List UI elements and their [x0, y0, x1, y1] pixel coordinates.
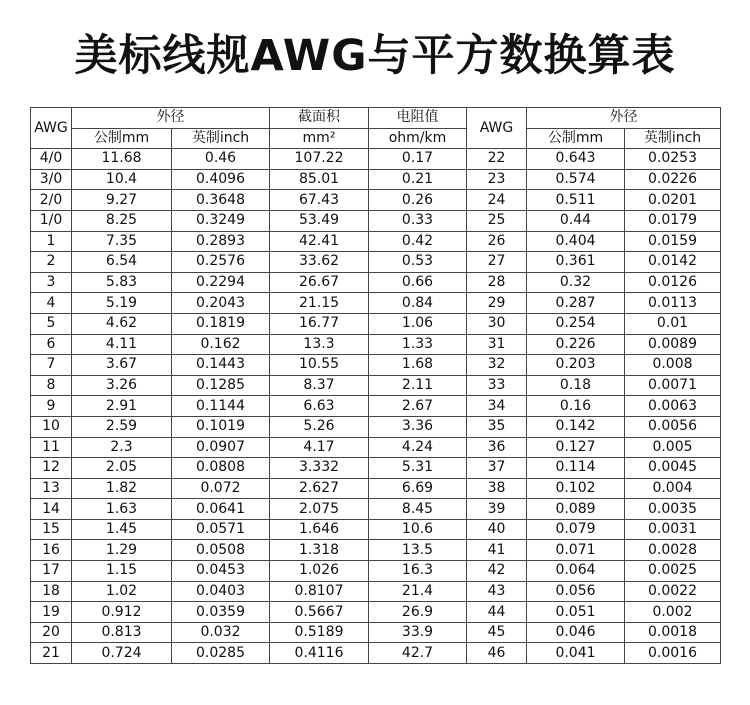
cell-imperial-inch-right: 0.0071 — [625, 375, 721, 396]
cell-awg-right: 35 — [467, 416, 527, 437]
cell-metric-mm: 1.15 — [72, 561, 172, 582]
cell-metric-mm-right: 0.079 — [527, 519, 625, 540]
cell-metric-mm: 2.59 — [72, 416, 172, 437]
cell-imperial-inch: 0.072 — [172, 478, 270, 499]
cell-imperial-inch-right: 0.0201 — [625, 190, 721, 211]
cell-metric-mm: 4.11 — [72, 334, 172, 355]
cell-metric-mm: 2.05 — [72, 458, 172, 479]
cell-metric-mm: 2.3 — [72, 437, 172, 458]
cell-imperial-inch: 0.3249 — [172, 210, 270, 231]
cell-imperial-inch: 0.032 — [172, 622, 270, 643]
cell-imperial-inch: 0.46 — [172, 149, 270, 170]
cell-imperial-inch-right: 0.0025 — [625, 561, 721, 582]
cell-imperial-inch: 0.2294 — [172, 272, 270, 293]
table-body — [31, 149, 721, 664]
cell-imperial-inch: 0.1144 — [172, 396, 270, 417]
table-header — [31, 108, 721, 149]
cell-metric-mm-right: 0.643 — [527, 149, 625, 170]
cell-cross-section: 1.026 — [270, 561, 369, 582]
cell-metric-mm-right: 0.102 — [527, 478, 625, 499]
table-row — [31, 334, 721, 355]
cell-awg-right: 46 — [467, 643, 527, 664]
table-row — [31, 190, 721, 211]
cell-imperial-inch: 0.2576 — [172, 252, 270, 273]
cell-cross-section: 0.5189 — [270, 622, 369, 643]
cell-metric-mm-right: 0.056 — [527, 581, 625, 602]
cell-imperial-inch-right: 0.0031 — [625, 519, 721, 540]
cell-imperial-inch-right: 0.0028 — [625, 540, 721, 561]
cell-cross-section: 0.5667 — [270, 602, 369, 623]
cell-cross-section: 1.318 — [270, 540, 369, 561]
cell-imperial-inch-right: 0.0113 — [625, 293, 721, 314]
cell-awg: 10 — [31, 416, 72, 437]
cell-cross-section: 107.22 — [270, 149, 369, 170]
table-row — [31, 540, 721, 561]
cell-resistance: 0.42 — [369, 231, 467, 252]
cell-awg-right: 44 — [467, 602, 527, 623]
header-imperial-inch-right: 英制inch — [625, 128, 721, 149]
table-row — [31, 252, 721, 273]
cell-metric-mm: 11.68 — [72, 149, 172, 170]
cell-awg: 2/0 — [31, 190, 72, 211]
cell-imperial-inch: 0.1019 — [172, 416, 270, 437]
table-row — [31, 313, 721, 334]
cell-metric-mm: 8.25 — [72, 210, 172, 231]
cell-awg: 21 — [31, 643, 72, 664]
cell-awg-right: 22 — [467, 149, 527, 170]
cell-awg: 16 — [31, 540, 72, 561]
cell-metric-mm-right: 0.142 — [527, 416, 625, 437]
cell-metric-mm-right: 0.071 — [527, 540, 625, 561]
cell-metric-mm-right: 0.203 — [527, 355, 625, 376]
cell-awg-right: 41 — [467, 540, 527, 561]
cell-awg-right: 26 — [467, 231, 527, 252]
table-row — [31, 169, 721, 190]
cell-imperial-inch: 0.4096 — [172, 169, 270, 190]
cell-metric-mm-right: 0.114 — [527, 458, 625, 479]
cell-resistance: 10.6 — [369, 519, 467, 540]
cell-metric-mm: 9.27 — [72, 190, 172, 211]
cell-awg: 7 — [31, 355, 72, 376]
cell-metric-mm-right: 0.361 — [527, 252, 625, 273]
cell-imperial-inch-right: 0.0179 — [625, 210, 721, 231]
table-row — [31, 458, 721, 479]
cell-metric-mm: 0.813 — [72, 622, 172, 643]
cell-awg-right: 28 — [467, 272, 527, 293]
cell-awg: 3/0 — [31, 169, 72, 190]
cell-imperial-inch: 0.0508 — [172, 540, 270, 561]
table-row — [31, 231, 721, 252]
header-resistance-unit: ohm/km — [369, 128, 467, 149]
cell-imperial-inch-right: 0.005 — [625, 437, 721, 458]
cell-resistance: 0.33 — [369, 210, 467, 231]
cell-awg-right: 39 — [467, 499, 527, 520]
cell-metric-mm: 10.4 — [72, 169, 172, 190]
cell-awg-right: 36 — [467, 437, 527, 458]
cell-imperial-inch: 0.3648 — [172, 190, 270, 211]
cell-cross-section: 42.41 — [270, 231, 369, 252]
cell-metric-mm: 4.62 — [72, 313, 172, 334]
cell-imperial-inch-right: 0.0226 — [625, 169, 721, 190]
cell-imperial-inch: 0.0641 — [172, 499, 270, 520]
cell-cross-section: 5.26 — [270, 416, 369, 437]
cell-metric-mm: 0.724 — [72, 643, 172, 664]
cell-metric-mm-right: 0.046 — [527, 622, 625, 643]
cell-resistance: 33.9 — [369, 622, 467, 643]
cell-awg: 14 — [31, 499, 72, 520]
cell-awg: 1/0 — [31, 210, 72, 231]
cell-awg-right: 33 — [467, 375, 527, 396]
cell-cross-section: 85.01 — [270, 169, 369, 190]
cell-awg: 8 — [31, 375, 72, 396]
cell-metric-mm: 7.35 — [72, 231, 172, 252]
table-row — [31, 149, 721, 170]
cell-cross-section: 2.075 — [270, 499, 369, 520]
header-awg: AWG — [31, 108, 72, 149]
cell-cross-section: 0.8107 — [270, 581, 369, 602]
cell-resistance: 1.06 — [369, 313, 467, 334]
cell-imperial-inch: 0.0285 — [172, 643, 270, 664]
cell-awg: 2 — [31, 252, 72, 273]
cell-imperial-inch-right: 0.0056 — [625, 416, 721, 437]
cell-metric-mm-right: 0.254 — [527, 313, 625, 334]
cell-metric-mm-right: 0.287 — [527, 293, 625, 314]
page-title: 美标线规AWG与平方数换算表 — [74, 31, 676, 81]
cell-cross-section: 67.43 — [270, 190, 369, 211]
table-row — [31, 602, 721, 623]
cell-imperial-inch-right: 0.002 — [625, 602, 721, 623]
cell-metric-mm: 5.19 — [72, 293, 172, 314]
cell-awg: 4/0 — [31, 149, 72, 170]
table-row — [31, 396, 721, 417]
cell-metric-mm: 1.29 — [72, 540, 172, 561]
cell-metric-mm: 3.67 — [72, 355, 172, 376]
header-metric-mm: 公制mm — [72, 128, 172, 149]
cell-resistance: 3.36 — [369, 416, 467, 437]
cell-cross-section: 4.17 — [270, 437, 369, 458]
cell-imperial-inch: 0.1443 — [172, 355, 270, 376]
cell-awg-right: 37 — [467, 458, 527, 479]
cell-awg-right: 29 — [467, 293, 527, 314]
cell-resistance: 0.21 — [369, 169, 467, 190]
table-row — [31, 272, 721, 293]
cell-cross-section: 3.332 — [270, 458, 369, 479]
cell-awg: 13 — [31, 478, 72, 499]
cell-resistance: 42.7 — [369, 643, 467, 664]
table-row — [31, 355, 721, 376]
cell-imperial-inch: 0.1819 — [172, 313, 270, 334]
cell-imperial-inch-right: 0.0142 — [625, 252, 721, 273]
cell-imperial-inch-right: 0.0089 — [625, 334, 721, 355]
cell-cross-section: 26.67 — [270, 272, 369, 293]
cell-awg-right: 31 — [467, 334, 527, 355]
cell-imperial-inch: 0.0907 — [172, 437, 270, 458]
table-row — [31, 416, 721, 437]
cell-metric-mm-right: 0.041 — [527, 643, 625, 664]
header-resistance: 电阻值 — [369, 108, 467, 129]
table-row — [31, 210, 721, 231]
cell-awg-right: 30 — [467, 313, 527, 334]
cell-metric-mm: 5.83 — [72, 272, 172, 293]
cell-resistance: 0.17 — [369, 149, 467, 170]
cell-imperial-inch-right: 0.0063 — [625, 396, 721, 417]
cell-metric-mm: 1.82 — [72, 478, 172, 499]
cell-awg: 4 — [31, 293, 72, 314]
cell-resistance: 6.69 — [369, 478, 467, 499]
cell-imperial-inch: 0.162 — [172, 334, 270, 355]
cell-metric-mm-right: 0.574 — [527, 169, 625, 190]
table-row — [31, 293, 721, 314]
cell-metric-mm-right: 0.44 — [527, 210, 625, 231]
cell-resistance: 8.45 — [369, 499, 467, 520]
cell-resistance: 13.5 — [369, 540, 467, 561]
table-row — [31, 622, 721, 643]
cell-cross-section: 10.55 — [270, 355, 369, 376]
cell-imperial-inch-right: 0.0018 — [625, 622, 721, 643]
header-imperial-inch: 英制inch — [172, 128, 270, 149]
cell-metric-mm-right: 0.051 — [527, 602, 625, 623]
cell-awg-right: 38 — [467, 478, 527, 499]
cell-cross-section: 53.49 — [270, 210, 369, 231]
cell-imperial-inch: 0.0403 — [172, 581, 270, 602]
cell-cross-section: 2.627 — [270, 478, 369, 499]
cell-awg-right: 42 — [467, 561, 527, 582]
cell-resistance: 0.84 — [369, 293, 467, 314]
table-row — [31, 478, 721, 499]
cell-resistance: 1.33 — [369, 334, 467, 355]
cell-resistance: 0.66 — [369, 272, 467, 293]
cell-metric-mm-right: 0.089 — [527, 499, 625, 520]
cell-imperial-inch-right: 0.01 — [625, 313, 721, 334]
cell-metric-mm-right: 0.18 — [527, 375, 625, 396]
cell-metric-mm-right: 0.404 — [527, 231, 625, 252]
cell-metric-mm: 0.912 — [72, 602, 172, 623]
cell-imperial-inch-right: 0.008 — [625, 355, 721, 376]
cell-resistance: 2.67 — [369, 396, 467, 417]
cell-resistance: 21.4 — [369, 581, 467, 602]
cell-cross-section: 16.77 — [270, 313, 369, 334]
cell-awg-right: 24 — [467, 190, 527, 211]
cell-resistance: 16.3 — [369, 561, 467, 582]
table-row — [31, 561, 721, 582]
cell-resistance: 2.11 — [369, 375, 467, 396]
table-row — [31, 375, 721, 396]
cell-imperial-inch-right: 0.0159 — [625, 231, 721, 252]
header-outer-diameter: 外径 — [72, 108, 270, 129]
cell-awg: 19 — [31, 602, 72, 623]
cell-imperial-inch: 0.0571 — [172, 519, 270, 540]
cell-imperial-inch: 0.2893 — [172, 231, 270, 252]
cell-imperial-inch: 0.2043 — [172, 293, 270, 314]
cell-cross-section: 21.15 — [270, 293, 369, 314]
cell-resistance: 0.26 — [369, 190, 467, 211]
cell-metric-mm-right: 0.511 — [527, 190, 625, 211]
cell-resistance: 1.68 — [369, 355, 467, 376]
cell-metric-mm: 1.63 — [72, 499, 172, 520]
cell-metric-mm-right: 0.226 — [527, 334, 625, 355]
cell-awg-right: 25 — [467, 210, 527, 231]
table-row — [31, 643, 721, 664]
cell-metric-mm: 1.02 — [72, 581, 172, 602]
header-metric-mm-right: 公制mm — [527, 128, 625, 149]
cell-resistance: 26.9 — [369, 602, 467, 623]
cell-resistance: 0.53 — [369, 252, 467, 273]
cell-awg: 12 — [31, 458, 72, 479]
cell-cross-section: 8.37 — [270, 375, 369, 396]
cell-awg: 15 — [31, 519, 72, 540]
cell-awg-right: 45 — [467, 622, 527, 643]
table-row — [31, 519, 721, 540]
cell-cross-section: 1.646 — [270, 519, 369, 540]
cell-imperial-inch-right: 0.004 — [625, 478, 721, 499]
cell-awg: 5 — [31, 313, 72, 334]
cell-imperial-inch: 0.1285 — [172, 375, 270, 396]
cell-imperial-inch-right: 0.0253 — [625, 149, 721, 170]
cell-resistance: 4.24 — [369, 437, 467, 458]
cell-resistance: 5.31 — [369, 458, 467, 479]
table-row — [31, 437, 721, 458]
cell-metric-mm: 2.91 — [72, 396, 172, 417]
header-cross-section-unit: mm² — [270, 128, 369, 149]
cell-metric-mm: 3.26 — [72, 375, 172, 396]
cell-awg: 9 — [31, 396, 72, 417]
cell-awg: 6 — [31, 334, 72, 355]
cell-metric-mm: 6.54 — [72, 252, 172, 273]
table-row — [31, 581, 721, 602]
cell-awg: 20 — [31, 622, 72, 643]
cell-cross-section: 33.62 — [270, 252, 369, 273]
table-row — [31, 499, 721, 520]
cell-metric-mm-right: 0.32 — [527, 272, 625, 293]
cell-awg: 17 — [31, 561, 72, 582]
cell-awg-right: 23 — [467, 169, 527, 190]
cell-imperial-inch: 0.0453 — [172, 561, 270, 582]
header-row-top — [31, 108, 721, 129]
cell-imperial-inch-right: 0.0022 — [625, 581, 721, 602]
cell-awg: 18 — [31, 581, 72, 602]
cell-awg: 1 — [31, 231, 72, 252]
header-row-bottom — [31, 128, 721, 149]
cell-imperial-inch-right: 0.0045 — [625, 458, 721, 479]
cell-awg-right: 32 — [467, 355, 527, 376]
cell-imperial-inch-right: 0.0016 — [625, 643, 721, 664]
cell-metric-mm: 1.45 — [72, 519, 172, 540]
cell-cross-section: 13.3 — [270, 334, 369, 355]
header-awg-right: AWG — [467, 108, 527, 149]
cell-metric-mm-right: 0.064 — [527, 561, 625, 582]
cell-awg-right: 34 — [467, 396, 527, 417]
cell-metric-mm-right: 0.127 — [527, 437, 625, 458]
cell-awg-right: 40 — [467, 519, 527, 540]
awg-conversion-table — [30, 107, 721, 664]
cell-cross-section: 6.63 — [270, 396, 369, 417]
cell-cross-section: 0.4116 — [270, 643, 369, 664]
cell-metric-mm-right: 0.16 — [527, 396, 625, 417]
header-cross-section: 截面积 — [270, 108, 369, 129]
cell-imperial-inch: 0.0359 — [172, 602, 270, 623]
cell-awg: 11 — [31, 437, 72, 458]
cell-imperial-inch-right: 0.0035 — [625, 499, 721, 520]
cell-awg: 3 — [31, 272, 72, 293]
cell-awg-right: 43 — [467, 581, 527, 602]
cell-imperial-inch: 0.0808 — [172, 458, 270, 479]
header-outer-diameter-right: 外径 — [527, 108, 721, 129]
cell-awg-right: 27 — [467, 252, 527, 273]
cell-imperial-inch-right: 0.0126 — [625, 272, 721, 293]
